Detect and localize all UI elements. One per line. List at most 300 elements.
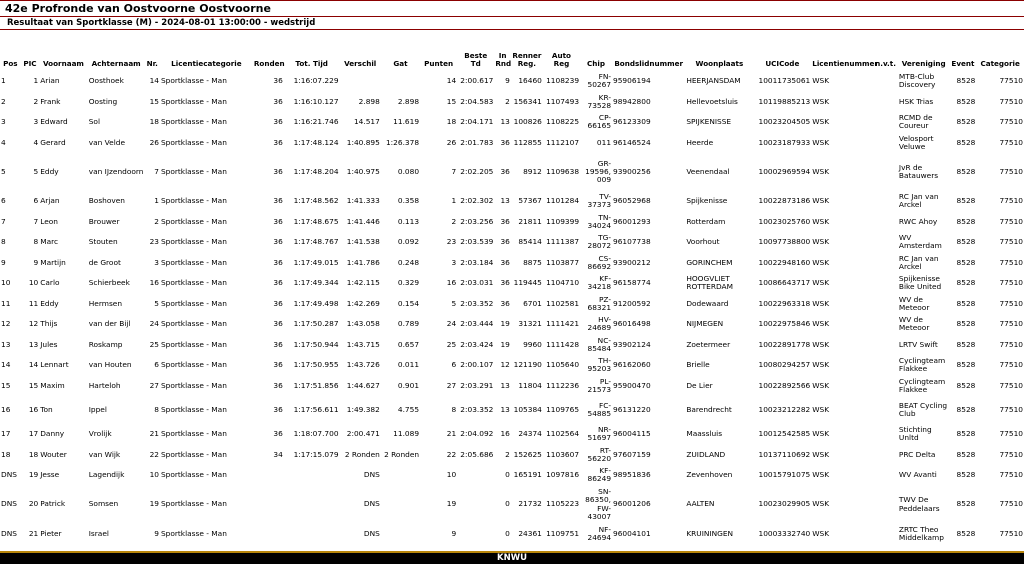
cell-nr: 1: [154, 196, 159, 206]
cell-punten: 1: [451, 196, 457, 206]
cell-bond: 91200592: [613, 298, 651, 308]
cell-cat: 77510: [999, 96, 1023, 106]
cell-renner: 9960: [523, 339, 542, 349]
cell-ronden: 36: [273, 117, 283, 127]
cell-beste: 2:00.107: [460, 360, 494, 370]
cell-nvt: [873, 314, 898, 335]
cell-cat: 77510: [999, 298, 1023, 308]
cell-gat: [381, 71, 420, 92]
cell-nr: 15: [149, 96, 159, 106]
cell-verschil: 1:41.333: [346, 196, 380, 206]
cell-event: 8528: [956, 528, 976, 538]
cell-cat: 77510: [999, 319, 1023, 329]
cell-nvt: [873, 524, 898, 545]
cell-ronden: 36: [273, 166, 283, 176]
cell-ronden: 36: [273, 237, 283, 247]
cell-gat: 11.089: [393, 429, 420, 439]
cell-voornaam: Eddy: [40, 298, 59, 308]
cell-nr: 9: [154, 528, 159, 538]
cell-punten: 24: [446, 319, 457, 329]
cell-nr: 8: [154, 404, 159, 414]
cell-lic: WSK: [812, 216, 830, 226]
cell-uci: 10023025760: [758, 216, 811, 226]
cell-uci: 10137110692: [758, 449, 811, 459]
cell-punten: 22: [446, 449, 457, 459]
cell-nr: 19: [149, 499, 159, 509]
cell-renner: 105384: [513, 404, 542, 414]
cell-chip: CS-86692: [587, 253, 612, 271]
cell-auto: 1109399: [546, 216, 580, 226]
cell-auto: 1107493: [546, 96, 580, 106]
cell-renner: 24374: [518, 429, 542, 439]
cell-event: 8528: [956, 76, 976, 86]
cell-achternaam: Hermsen: [88, 298, 123, 308]
cell-renner: 85414: [518, 237, 542, 247]
column-header: Auto Reg: [551, 51, 571, 68]
cell-bond: 96107738: [613, 237, 651, 247]
cell-lic: WSK: [812, 499, 830, 509]
cell-nr: 5: [154, 298, 159, 308]
cell-verschil: 1:41.538: [346, 237, 380, 247]
cell-uci: 10080294257: [758, 360, 811, 370]
cell-tijd: [284, 465, 340, 486]
cell-ver: LRTV Swift: [898, 339, 938, 349]
cell-pos: 12: [1, 319, 11, 329]
cell-bond: 96146524: [613, 137, 651, 147]
page-title: 42e Profronde van Oostvoorne Oostvoorne: [5, 2, 271, 15]
cell-beste: 2:03.424: [460, 339, 494, 349]
cell-event: 8528: [956, 360, 976, 370]
cell-pos: 16: [1, 404, 11, 414]
cell-licentie: Sportklasse - Man: [160, 216, 227, 226]
cell-bond: 96162060: [613, 360, 651, 370]
cell-achternaam: de Groot: [88, 257, 121, 267]
cell-auto: 1105223: [546, 499, 580, 509]
cell-beste: 2:04.092: [460, 429, 494, 439]
cell-event: 8528: [956, 499, 976, 509]
cell-gat: 0.154: [397, 298, 420, 308]
cell-ronden: 34: [273, 449, 283, 459]
cell-cat: 77510: [999, 339, 1023, 349]
cell-lic: WSK: [812, 196, 830, 206]
cell-pos: 7: [1, 216, 6, 226]
cell-woon: AALTEN: [686, 499, 715, 509]
cell-beste: 2:02.205: [460, 166, 494, 176]
cell-licentie: Sportklasse - Man: [160, 360, 227, 370]
page-subtitle: Resultaat van Sportklasse (M) - 2024-08-01 13:00:00 - wedstrijd: [7, 18, 316, 28]
cell-beste: [457, 486, 494, 524]
cell-auto: 1111387: [546, 237, 580, 247]
cell-pos: 3: [1, 117, 6, 127]
cell-ver: RC Jan van Arckel: [898, 253, 939, 271]
cell-nr: 2: [154, 216, 159, 226]
cell-achternaam: Schierbeek: [88, 278, 130, 288]
cell-voornaam: Gerard: [40, 137, 66, 147]
cell-ver: ZRTC Theo Middelkamp: [898, 524, 944, 542]
cell-lic: WSK: [812, 319, 830, 329]
cell-tijd: 1:17:49.344: [293, 278, 339, 288]
table-row: [0, 253, 1024, 274]
column-header: PIC: [23, 59, 37, 68]
cell-beste: 2:03.256: [460, 216, 494, 226]
table-row: [0, 355, 1024, 376]
cell-tijd: 1:17:49.498: [293, 298, 339, 308]
cell-achternaam: Harteloh: [88, 380, 121, 390]
cell-renner: 152625: [513, 449, 542, 459]
cell-inrnd: 19: [500, 319, 510, 329]
cell-nvt: [873, 232, 898, 253]
cell-ver: Stichting Unltd: [898, 425, 932, 443]
column-header: Beste Td: [464, 51, 488, 68]
cell-uci: 10023029905: [758, 499, 811, 509]
column-header: Licentiecategorie: [171, 59, 242, 68]
cell-nr: 24: [149, 319, 159, 329]
cell-pic: 11: [28, 298, 39, 308]
cell-chip: TH-95203: [587, 356, 612, 374]
report-header: [0, 0, 1024, 30]
cell-achternaam: Boshoven: [88, 196, 125, 206]
cell-beste: 2:03.031: [460, 278, 494, 288]
cell-nvt: [873, 424, 898, 445]
cell-voornaam: Wouter: [40, 449, 67, 459]
cell-ronden: 36: [273, 257, 283, 267]
column-header: Event: [951, 59, 975, 68]
cell-ronden: 36: [273, 429, 283, 439]
cell-bond: 96001293: [613, 216, 651, 226]
cell-woon: KRUININGEN: [686, 528, 734, 538]
cell-bond: 96131220: [613, 404, 651, 414]
cell-inrnd: 13: [500, 196, 510, 206]
cell-nvt: [873, 273, 898, 294]
cell-chip: SN-86350, FW-43007: [585, 487, 612, 521]
cell-beste: 2:05.686: [460, 449, 494, 459]
cell-nr: 18: [149, 117, 159, 127]
table-row: [0, 133, 1024, 154]
cell-bond: 98942800: [613, 96, 651, 106]
cell-pos: DNS: [1, 470, 17, 480]
cell-event: 8528: [956, 196, 976, 206]
cell-tijd: 1:17:49.015: [293, 257, 339, 267]
column-header: n.v.t.: [875, 59, 896, 68]
cell-nvt: [873, 253, 898, 274]
cell-verschil: [340, 71, 381, 92]
cell-tijd: 1:17:50.955: [293, 360, 339, 370]
cell-achternaam: Brouwer: [88, 216, 120, 226]
cell-woon: De Lier: [686, 380, 713, 390]
cell-renner: 21732: [518, 499, 542, 509]
cell-renner: 156341: [513, 96, 542, 106]
cell-verschil: 1:41.786: [346, 257, 380, 267]
cell-beste: 2:03.539: [460, 237, 494, 247]
cell-tijd: 1:17:48.767: [293, 237, 339, 247]
cell-ronden: 36: [273, 76, 283, 86]
cell-ver: WV de Meteoor: [898, 315, 930, 333]
cell-voornaam: Edward: [40, 117, 68, 127]
cell-beste: 2:03.444: [460, 319, 494, 329]
cell-chip: RT-56220: [587, 445, 612, 463]
cell-woon: Barendrecht: [686, 404, 732, 414]
cell-pos: 11: [1, 298, 11, 308]
cell-gat: 1:26.378: [385, 137, 420, 147]
cell-auto: 1104710: [546, 278, 580, 288]
column-header: Tot. Tijd: [295, 59, 328, 68]
cell-renner: 6701: [523, 298, 542, 308]
cell-pos: 15: [1, 380, 11, 390]
cell-voornaam: Carlo: [40, 278, 60, 288]
cell-cat: 77510: [999, 76, 1023, 86]
cell-bond: 96004101: [613, 528, 651, 538]
cell-inrnd: 36: [500, 216, 510, 226]
cell-nvt: [873, 71, 898, 92]
cell-licentie: Sportklasse - Man: [160, 449, 227, 459]
cell-renner: 21811: [518, 216, 542, 226]
cell-woon: Zoetermeer: [686, 339, 731, 349]
cell-ver: WV de Meteoor: [898, 294, 930, 312]
cell-lic: WSK: [812, 237, 830, 247]
cell-achternaam: van IJzendoorn: [88, 166, 144, 176]
cell-punten: 9: [451, 528, 457, 538]
cell-gat: [381, 486, 420, 524]
cell-beste: 2:03.352: [460, 404, 494, 414]
cell-woon: GORINCHEM: [686, 257, 733, 267]
cell-licentie: Sportklasse - Man: [160, 166, 227, 176]
cell-voornaam: Patrick: [40, 499, 66, 509]
cell-chip: TG-28072: [587, 233, 612, 251]
cell-ver: RC Jan van Arckel: [898, 192, 939, 210]
cell-auto: 1111421: [546, 319, 580, 329]
cell-voornaam: Pieter: [40, 528, 62, 538]
column-header: Renner Reg.: [512, 51, 542, 68]
cell-punten: 27: [446, 380, 457, 390]
cell-renner: 121190: [513, 360, 542, 370]
cell-voornaam: Danny: [40, 429, 65, 439]
cell-pos: 17: [1, 429, 11, 439]
cell-nr: 6: [154, 360, 159, 370]
cell-voornaam: Arjan: [40, 196, 60, 206]
cell-punten: 25: [446, 339, 457, 349]
cell-event: 8528: [956, 319, 976, 329]
cell-nr: 10: [149, 470, 159, 480]
cell-ver: RWC Ahoy: [898, 216, 938, 226]
cell-nr: 3: [154, 257, 159, 267]
cell-pos: 18: [1, 449, 11, 459]
cell-woon: Spijkenisse: [686, 196, 728, 206]
cell-verschil: DNS: [363, 470, 380, 480]
cell-ver: WV Amsterdam: [898, 233, 942, 251]
cell-auto: 1112107: [546, 137, 580, 147]
cell-event: 8528: [956, 278, 976, 288]
cell-woon: Heerde: [686, 137, 714, 147]
cell-chip: CP-66165: [587, 113, 612, 131]
cell-inrnd: 36: [500, 237, 510, 247]
cell-event: 8528: [956, 166, 976, 176]
cell-licentie: Sportklasse - Man: [160, 429, 227, 439]
cell-gat: 0.080: [397, 166, 420, 176]
cell-nvt: [873, 465, 898, 486]
cell-voornaam: Thijs: [40, 319, 58, 329]
cell-uci: 10023212282: [758, 404, 811, 414]
cell-achternaam: Somsen: [88, 499, 119, 509]
cell-punten: 3: [451, 257, 457, 267]
cell-woon: HOOGVLIET ROTTERDAM: [686, 274, 733, 292]
cell-ver: PRC Delta: [898, 449, 936, 459]
cell-event: 8528: [956, 117, 976, 127]
cell-pic: 17: [28, 429, 39, 439]
cell-licentie: Sportklasse - Man: [160, 298, 227, 308]
cell-tijd: 1:16:21.746: [293, 117, 339, 127]
cell-woon: HEERJANSDAM: [686, 76, 741, 86]
column-header: Bondslidnummer: [614, 59, 683, 68]
cell-beste: 2:03.352: [460, 298, 494, 308]
cell-nvt: [873, 191, 898, 212]
cell-gat: 0.113: [397, 216, 420, 226]
cell-ronden: [253, 486, 284, 524]
cell-inrnd: 36: [500, 137, 510, 147]
cell-beste: 2:03.291: [460, 380, 494, 390]
cell-gat: 0.789: [397, 319, 420, 329]
cell-uci: 10022975846: [758, 319, 811, 329]
cell-bond: 95906194: [613, 76, 651, 86]
cell-ver: Velosport Veluwe: [898, 133, 934, 151]
cell-pos: 8: [1, 237, 6, 247]
cell-ver: RCMD de Coureur: [898, 113, 933, 131]
cell-beste: 2:04.171: [460, 117, 494, 127]
cell-pos: DNS: [1, 499, 17, 509]
cell-cat: 77510: [999, 196, 1023, 206]
cell-achternaam: Sol: [88, 117, 101, 127]
cell-tijd: 1:17:48.124: [293, 137, 339, 147]
cell-voornaam: Ton: [40, 404, 53, 414]
cell-verschil: 14.517: [353, 117, 380, 127]
cell-ronden: 36: [273, 380, 283, 390]
cell-auto: 1108239: [546, 76, 580, 86]
cell-event: 8528: [956, 257, 976, 267]
cell-verschil: 1:44.627: [346, 380, 380, 390]
subtitle-bar: [0, 17, 1024, 30]
cell-uci: 10086643717: [758, 278, 811, 288]
cell-ver: JvR de Batauwers: [898, 162, 939, 180]
cell-cat: 77510: [999, 216, 1023, 226]
cell-auto: 1109638: [546, 166, 580, 176]
cell-punten: 19: [446, 499, 457, 509]
cell-inrnd: 13: [500, 404, 510, 414]
cell-lic: WSK: [812, 166, 830, 176]
cell-cat: 77510: [999, 166, 1023, 176]
cell-cat: 77510: [999, 137, 1023, 147]
cell-chip: KR-73528: [587, 92, 612, 110]
cell-woon: Dodewaard: [686, 298, 729, 308]
column-header: Categorie: [980, 59, 1020, 68]
cell-verschil: 2.898: [358, 96, 380, 106]
cell-punten: 18: [446, 117, 457, 127]
cell-cat: 77510: [999, 429, 1023, 439]
cell-cat: 77510: [999, 499, 1023, 509]
cell-verschil: 2:00.471: [346, 429, 380, 439]
cell-voornaam: Lennart: [40, 360, 69, 370]
cell-voornaam: Maxim: [40, 380, 65, 390]
cell-auto: 1109765: [546, 404, 580, 414]
cell-lic: WSK: [812, 117, 830, 127]
cell-achternaam: Vrolijk: [88, 429, 112, 439]
cell-pic: 6: [33, 196, 39, 206]
cell-nvt: [873, 133, 898, 154]
cell-achternaam: Roskamp: [88, 339, 123, 349]
cell-uci: 10022892566: [758, 380, 811, 390]
cell-ver: Cyclingteam Flakkee: [898, 356, 946, 374]
cell-nvt: [873, 355, 898, 376]
cell-pos: 6: [1, 196, 6, 206]
footer-bar: [0, 551, 1024, 564]
cell-licentie: Sportklasse - Man: [160, 237, 227, 247]
cell-tijd: 1:17:51.856: [293, 380, 339, 390]
cell-bond: 97607159: [613, 449, 651, 459]
cell-pic: 9: [33, 257, 39, 267]
cell-ronden: 36: [273, 339, 283, 349]
cell-licentie: Sportklasse - Man: [160, 257, 227, 267]
cell-beste: [457, 465, 494, 486]
table-row: [0, 335, 1024, 356]
cell-woon: Veenendaal: [686, 166, 730, 176]
cell-chip: PL-21573: [587, 376, 612, 394]
cell-event: 8528: [956, 216, 976, 226]
cell-nvt: [873, 335, 898, 356]
results-table: [0, 49, 1024, 544]
cell-verschil: 1:43.058: [346, 319, 380, 329]
cell-achternaam: Ippel: [88, 404, 107, 414]
cell-chip: GR-19596, 009: [585, 158, 612, 185]
cell-cat: 77510: [999, 380, 1023, 390]
cell-voornaam: Martijn: [40, 257, 66, 267]
cell-verschil: 1:42.115: [346, 278, 380, 288]
cell-lic: WSK: [812, 449, 830, 459]
cell-chip: TV-37373: [587, 192, 612, 210]
cell-event: 8528: [956, 404, 976, 414]
cell-woon: Zevenhoven: [686, 470, 733, 480]
cell-tijd: 1:17:48.675: [293, 216, 339, 226]
table-row: [0, 376, 1024, 397]
cell-event: 8528: [956, 429, 976, 439]
cell-inrnd: 36: [500, 257, 510, 267]
cell-punten: 26: [446, 137, 457, 147]
cell-chip: NR-51697: [587, 425, 612, 443]
cell-bond: 96004115: [613, 429, 651, 439]
cell-ronden: 36: [273, 196, 283, 206]
cell-voornaam: Jesse: [40, 470, 60, 480]
cell-tijd: 1:18:07.700: [293, 429, 339, 439]
cell-inrnd: 13: [500, 117, 510, 127]
cell-licentie: Sportklasse - Man: [160, 117, 227, 127]
cell-bond: 96001206: [613, 499, 651, 509]
cell-tijd: [284, 486, 340, 524]
cell-renner: 57367: [518, 196, 542, 206]
cell-tijd: 1:17:48.562: [293, 196, 339, 206]
cell-uci: 10011735061: [758, 76, 811, 86]
column-header: Woonplaats: [695, 59, 744, 68]
cell-cat: 77510: [999, 237, 1023, 247]
cell-gat: 0.248: [397, 257, 420, 267]
cell-gat: 2 Ronden: [384, 449, 420, 459]
cell-lic: WSK: [812, 339, 830, 349]
cell-punten: 21: [446, 429, 457, 439]
cell-uci: 10023187933: [758, 137, 811, 147]
cell-renner: 31321: [518, 319, 542, 329]
cell-pic: 13: [28, 339, 39, 349]
cell-renner: 100826: [513, 117, 542, 127]
column-header: Achternaam: [91, 59, 141, 68]
cell-tijd: 1:17:48.204: [293, 166, 339, 176]
cell-renner: 8875: [523, 257, 542, 267]
cell-chip: NC-85484: [587, 335, 612, 353]
